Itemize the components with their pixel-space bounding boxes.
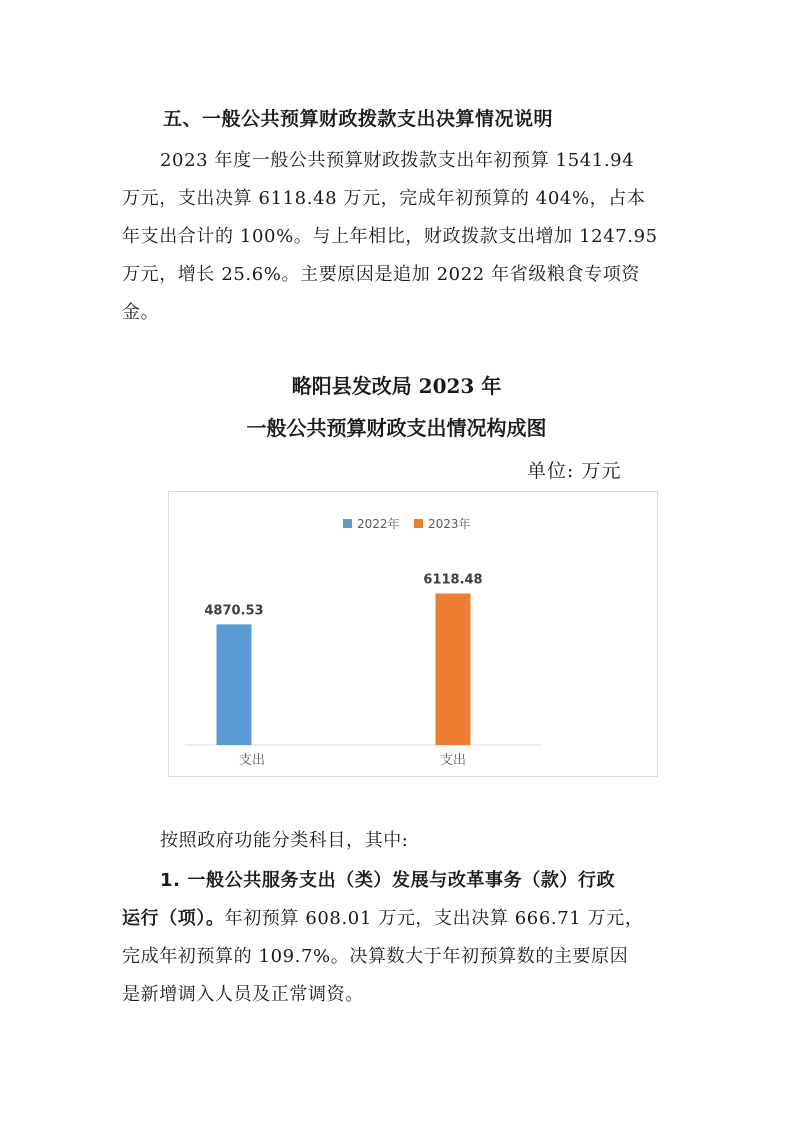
paragraph-line: 万元，增长 25.6%。主要原因是追加 2022 年省级粮食专项资: [122, 264, 640, 285]
item1-line3: 完成年初预算的 109.7%。决算数大于年初预算数的主要原因: [122, 946, 629, 967]
paragraph-line: 金。: [122, 302, 160, 323]
bar-label-2022: 4870.53: [204, 603, 264, 619]
bar-2023: [436, 593, 471, 745]
category-label-1: 支出: [238, 753, 266, 768]
legend-swatch-2022: [343, 519, 352, 528]
section-heading: 五、一般公共预算财政拨款支出决算情况说明: [163, 108, 554, 130]
item1-title: 1. 一般公共服务支出（类）发展与改革事务（款）行政: [160, 870, 616, 891]
item1-line4: 是新增调入人员及正常调资。: [122, 984, 364, 1005]
chart-frame: [168, 491, 658, 777]
bar-chart: [169, 492, 657, 776]
chart-title-line2: 一般公共预算财政支出情况构成图: [246, 416, 547, 440]
legend-label-2022: 2022年: [357, 517, 400, 531]
item1-line2: [122, 900, 643, 938]
paragraph-line: 万元，支出决算 6118.48 万元，完成年初预算的 404%，占本: [122, 188, 646, 209]
legend-swatch-2023: [414, 519, 423, 528]
item1-budget-text: 年初预算 608.01 万元，支出决算 666.71 万元，: [224, 908, 644, 929]
bar-2022: [217, 624, 252, 745]
item1-title-end: 运行（项）。: [122, 908, 225, 929]
detail-intro: 按照政府功能分类科目，其中:: [160, 830, 409, 851]
paragraph-line: 2023 年度一般公共预算财政拨款支出年初预算 1541.94: [160, 150, 635, 171]
paragraph-line: 年支出合计的 100%。与上年相比，财政拨款支出增加 1247.95: [122, 226, 658, 247]
legend: [343, 516, 471, 531]
legend-label-2023: 2023年: [428, 517, 471, 531]
bar-label-2023: 6118.48: [423, 572, 483, 588]
unit-label: 单位: 万元: [527, 460, 622, 482]
chart-title-line1: 略阳县发改局 2023 年: [291, 374, 502, 398]
category-label-2: 支出: [439, 753, 467, 768]
